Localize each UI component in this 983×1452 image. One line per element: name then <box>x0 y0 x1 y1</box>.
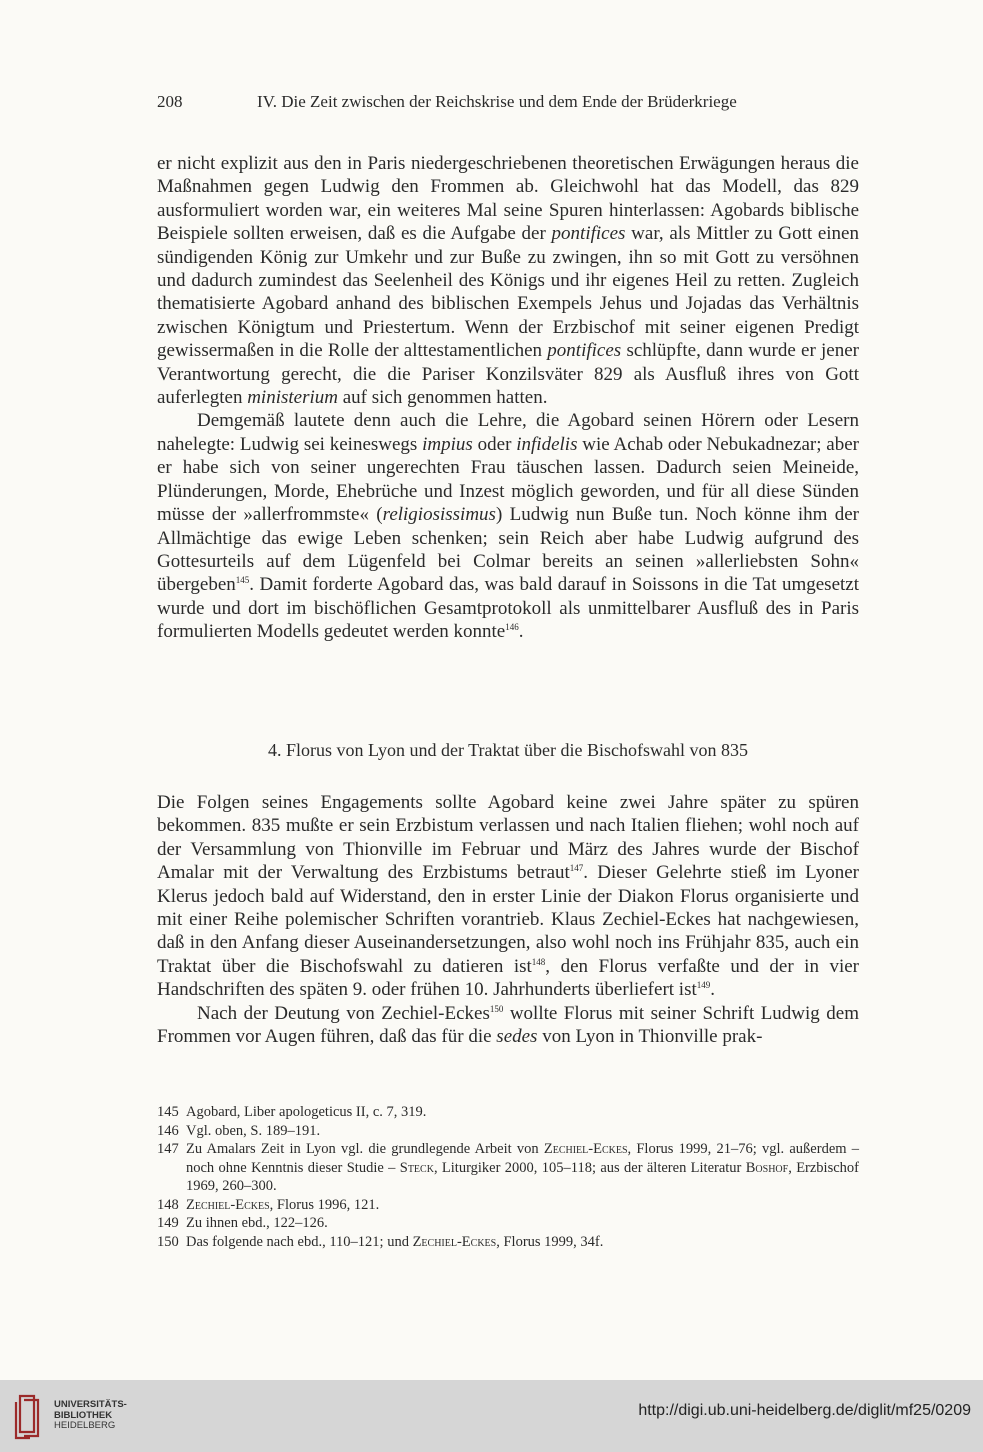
footnote <box>157 1196 859 1215</box>
text-block-upper <box>157 152 859 644</box>
author-name: Boshof <box>745 1159 789 1176</box>
footnote-text <box>186 1140 859 1196</box>
text-run: Zu ihnen ebd., 122–126. <box>186 1215 328 1231</box>
library-line-2: BIBLIOTHEK <box>54 1409 113 1421</box>
footnote <box>157 1214 859 1233</box>
paragraph-3 <box>157 791 859 1002</box>
running-title: IV. Die Zeit zwischen der Reichskrise und dem Ende der Brüderkriege <box>257 92 737 111</box>
footnote-ref: 148 <box>531 956 546 967</box>
text-run: Agobard, Liber apologeticus II, c. 7, 319. <box>186 1104 427 1120</box>
italic-term: impius <box>422 433 473 455</box>
footnotes <box>157 1103 859 1251</box>
footnote-text <box>186 1122 859 1141</box>
author-name: Zechiel-Eckes <box>412 1233 497 1250</box>
footnote-number: 146 <box>157 1122 179 1139</box>
library-name <box>54 1400 127 1432</box>
text-run: Vgl. oben, S. 189–191. <box>186 1122 321 1139</box>
digitization-footer <box>0 1380 983 1452</box>
text-run: oder <box>472 433 517 455</box>
footnote <box>157 1103 859 1122</box>
footnote <box>157 1140 859 1196</box>
footnote-ref: 150 <box>489 1003 504 1014</box>
footnote-number: 150 <box>157 1233 179 1250</box>
text-run: Das folgende nach ebd., 110–121; und <box>186 1233 413 1250</box>
footnote-ref: 149 <box>696 980 711 991</box>
footnote-number: 149 <box>157 1215 179 1231</box>
italic-term: infidelis <box>516 433 578 455</box>
italic-term: pontifices <box>551 223 626 245</box>
footnote-text <box>186 1214 859 1233</box>
text-run: . <box>518 621 524 643</box>
library-line-3: HEIDELBERG <box>54 1420 116 1431</box>
footnote <box>157 1122 859 1141</box>
footnote <box>157 1233 859 1252</box>
page-number: 208 <box>157 92 183 111</box>
text-run: war, als Mittler zu Gott einen sündigenden König zur Umkehr und zur Buße zu zwingen, ihn so mit Gott zu versöhnen und dadurch zumindest das Seelenheil des Königs und ihr eigenes Heil zu retten. Zugleich thematisierte Agobard anhand des biblischen Exempels Jehus und Jojadas das Verhältnis zwischen Königtum und Priestertum. Wenn der Erzbischof mit seiner eigenen Predigt gewissermaßen in die Rolle der alttestamentlichen <box>157 223 859 362</box>
text-run: , Florus 1999, 21–76; vgl. außerdem – noch ohne Kenntnis dieser Studie – <box>186 1141 860 1176</box>
text-run: , Erzbischof 1969, 260–300. <box>186 1159 859 1194</box>
source-url-link[interactable]: http://digi.ub.uni-heidelberg.de/diglit/mf25/0209 <box>638 1402 971 1419</box>
text-run: Zu Amalars Zeit in Lyon vgl. die grundlegende Arbeit von <box>186 1141 544 1157</box>
text-run: Demgemäß lautete denn auch die Lehre, die Agobard seinen Hörern oder Lesern nahelegte: Ludwig sei keineswegs <box>157 410 859 455</box>
italic-term: pontifices <box>547 340 622 362</box>
footnote-ref: 145 <box>235 575 250 586</box>
text-run: wie Achab oder Nebukadnezar; aber er habe sich von seiner ungerechten Frau täuschen lassen. Dadurch seien Meineide, Plünderungen, Morde, Ehebrüche und Inzest möglich geworden, und für all diese Sünden müsse der »allerfrommste« ( <box>157 433 860 526</box>
footnote-text <box>186 1233 859 1252</box>
text-run: , Liturgiker 2000, 105–118; aus der älteren Literatur <box>433 1159 746 1176</box>
text-run: auf sich genommen hatten. <box>337 387 548 409</box>
text-run: ) Ludwig nun Buße tun. Noch könne ihm der Allmächtige das ewige Leben schenken; sein Reich aber habe Ludwig aufgrund des Gottesurteils auf dem Lügenfeld bei Colmar bereits an seinen »allerliebsten Sohn« übergeben <box>157 504 859 596</box>
text-run: . Damit forderte Agobard das, was bald darauf in Soissons in die Tat umgesetzt wurde und dort im bischöflichen Gesamtprotokoll als unmittelbarer Ausfluß des in Paris formulierten Modells gedeutet werden konnte <box>157 574 859 643</box>
paragraph-2 <box>157 409 859 643</box>
text-run: er nicht explizit aus den in Paris niedergeschriebenen theoretischen Erwägungen heraus die Maßnahmen gegen Ludwig den Frommen ab. Gleichwohl hat das Modell, das 829 ausformuliert worden war, ein weiteres Mal seine Spuren hinterlassen: Agobards biblische Beispiele sollten erweisen, daß es die Aufgabe der <box>157 153 859 245</box>
text-run: Die Folgen seines Engagements sollte Agobard keine zwei Jahre später zu spüren bekommen. 835 mußte er sein Erzbistum verlassen und nach Italien fliehen; wohl noch auf der Versammlung von Thionville im Februar und März des Jahres wurde der Bischof Amalar mit der Verwaltung des Erzbistums betraut <box>157 792 859 884</box>
author-name: Zechiel-Eckes <box>543 1141 628 1157</box>
paragraph-1 <box>157 152 859 409</box>
italic-term: ministerium <box>247 387 338 409</box>
section-heading: 4. Florus von Lyon und der Traktat über die Bischofswahl von 835 <box>268 740 748 760</box>
footnote-number: 145 <box>157 1104 179 1120</box>
text-run: , den Florus verfaßte und der in vier Handschriften des späten 9. oder frühen 10. Jahrhunderts überliefert ist <box>157 955 860 1001</box>
text-run: Nach der Deutung von Zechiel-Eckes <box>197 1002 490 1024</box>
footnote-ref: 146 <box>505 622 519 633</box>
italic-term: religiosissimus <box>382 504 496 526</box>
text-run: wollte Florus mit seiner Schrift Ludwig dem Frommen vor Augen führen, daß das für die <box>157 1002 860 1048</box>
paragraph-4 <box>157 1002 859 1049</box>
footnote-ref: 147 <box>569 863 584 874</box>
text-run: schlüpfte, dann wurde er jener Verantwortung gerecht, die die Pariser Konzilsväter 829 als Ausfluß ihres von Gott auferlegten <box>157 340 860 409</box>
text-run: . Dieser Gelehrte stieß im Lyoner Klerus jedoch bald auf Widerstand, den in erster Linie der Diakon Florus organisierte und mit einer Reihe polemischer Schriften vorantrieb. Klaus Zechiel-Eckes hat nachgewiesen, daß in den Anfang dieser Auseinandersetzungen, also wohl noch ins Frühjahr 835, auch ein Traktat über die Bischofswahl zu datieren ist <box>157 862 859 977</box>
author-name: Zechiel-Eckes <box>186 1196 270 1213</box>
text-run: . <box>710 979 715 1001</box>
italic-term: sedes <box>496 1026 538 1048</box>
text-block-lower <box>157 791 859 1048</box>
running-head <box>157 92 857 112</box>
footnote-text <box>186 1103 859 1122</box>
footnote-text <box>186 1196 859 1215</box>
text-run: , Florus 1996, 121. <box>269 1196 380 1213</box>
text-run: von Lyon in Thionville prak- <box>537 1026 763 1048</box>
footnote-number: 147 <box>157 1141 179 1157</box>
library-logo-icon <box>14 1392 42 1440</box>
library-line-1: UNIVERSITÄTS- <box>54 1399 127 1410</box>
text-run: , Florus 1999, 34f. <box>496 1233 604 1250</box>
footnote-number: 148 <box>157 1196 179 1213</box>
author-name: Steck <box>399 1159 434 1176</box>
